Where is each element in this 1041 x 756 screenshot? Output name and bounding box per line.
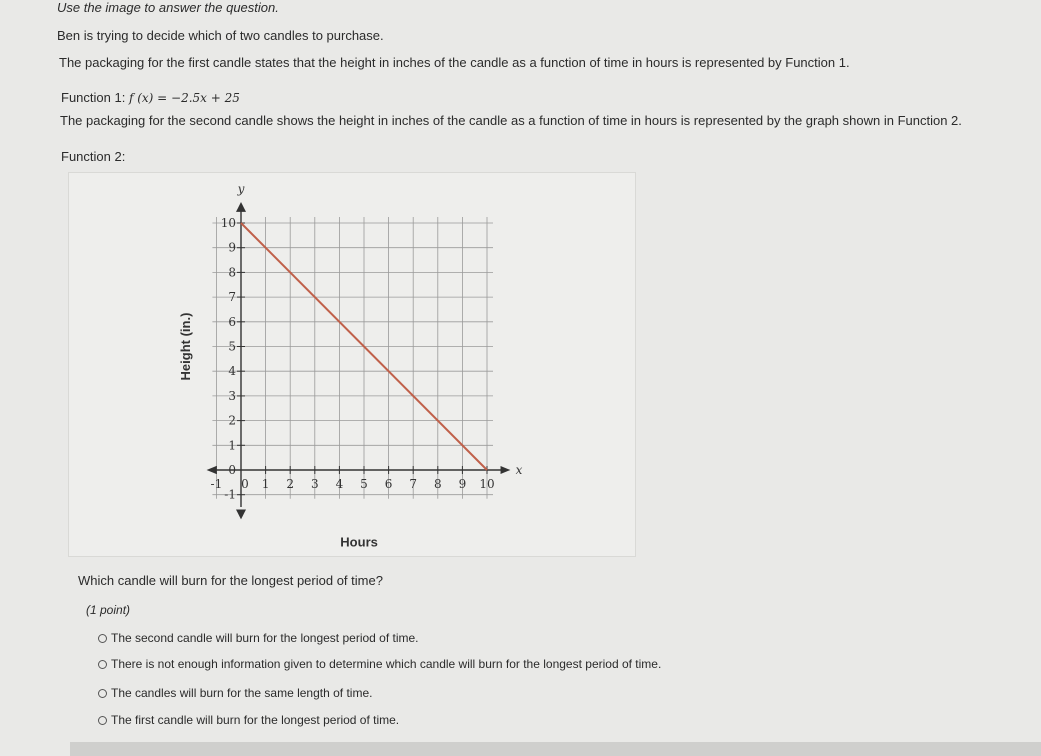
y-axis-arrow-down bbox=[236, 510, 246, 520]
function2-description: The packaging for the second candle shows the height in inches of the candle as a function of time in hours is represented by the graph shown in Function 2. bbox=[60, 113, 962, 128]
radio-button[interactable] bbox=[98, 716, 107, 725]
option-second-candle[interactable] bbox=[98, 631, 419, 645]
x-tick-label: 5 bbox=[360, 477, 368, 491]
option-label: The candles will burn for the same length of time. bbox=[111, 686, 373, 700]
y-tick-label: 3 bbox=[228, 388, 236, 403]
x-axis-arrow-left bbox=[207, 466, 217, 474]
y-axis-variable: y bbox=[237, 181, 245, 196]
y-axis-arrow-up bbox=[236, 202, 246, 212]
radio-button[interactable] bbox=[98, 689, 107, 698]
y-tick-label: -1 bbox=[224, 487, 236, 502]
function1-label: Function 1: bbox=[61, 90, 126, 105]
y-tick-label: 1 bbox=[228, 438, 236, 453]
option-same-length[interactable] bbox=[98, 686, 372, 700]
x-tick-label: 2 bbox=[286, 477, 295, 491]
x-tick-label: 8 bbox=[433, 477, 442, 491]
question-text: Which candle will burn for the longest period of time? bbox=[78, 573, 383, 588]
x-axis-variable: x bbox=[515, 463, 523, 477]
y-tick-label: 6 bbox=[228, 314, 236, 329]
y-tick-label: 2 bbox=[228, 413, 236, 428]
y-axis-label: Height (in.) bbox=[178, 312, 193, 381]
y-tick-label: 5 bbox=[228, 339, 236, 354]
x-tick-label: 4 bbox=[335, 477, 344, 491]
option-not-enough-info[interactable] bbox=[98, 657, 661, 671]
function2-label: Function 2: bbox=[61, 149, 126, 164]
function2-chart bbox=[69, 173, 635, 556]
radio-button[interactable] bbox=[98, 660, 107, 669]
x-axis-label: Hours bbox=[340, 534, 378, 550]
intro-text: Ben is trying to decide which of two candles to purchase. bbox=[57, 28, 384, 43]
function2-graph bbox=[68, 172, 636, 557]
y-tick-label: 7 bbox=[228, 290, 236, 305]
function1-expression: f (x) = −2.5x + 25 bbox=[128, 91, 240, 105]
x-tick-label: 6 bbox=[384, 477, 393, 491]
option-label: The second candle will burn for the longest period of time. bbox=[111, 631, 419, 645]
x-tick-label: 7 bbox=[409, 477, 418, 491]
bottom-bar bbox=[70, 742, 1041, 756]
x-axis-arrow-right bbox=[501, 466, 511, 474]
y-tick-label: 4 bbox=[228, 364, 236, 379]
x-tick-label: -1 bbox=[210, 477, 223, 491]
x-tick-label: 3 bbox=[310, 477, 319, 491]
points-text: (1 point) bbox=[86, 603, 131, 617]
option-label: There is not enough information given to determine which candle will burn for the longest period of time. bbox=[111, 657, 662, 671]
y-tick-label: 8 bbox=[228, 265, 236, 280]
y-tick-label: 10 bbox=[220, 216, 236, 230]
function1-description: The packaging for the first candle states that the height in inches of the candle as a function of time in hours is represented by Function 1. bbox=[59, 55, 850, 70]
x-tick-label: 1 bbox=[261, 477, 270, 491]
option-first-candle[interactable] bbox=[98, 713, 399, 727]
x-tick-label: 10 bbox=[479, 477, 495, 491]
y-tick-label: 9 bbox=[228, 240, 236, 255]
x-tick-label: 9 bbox=[458, 477, 467, 491]
function1-line bbox=[61, 90, 240, 105]
y-tick-label: 0 bbox=[228, 463, 236, 477]
radio-button[interactable] bbox=[98, 634, 107, 643]
option-label: The first candle will burn for the longest period of time. bbox=[111, 713, 400, 727]
x-tick-label: 0 bbox=[241, 477, 249, 491]
instruction-text: Use the image to answer the question. bbox=[57, 0, 279, 15]
